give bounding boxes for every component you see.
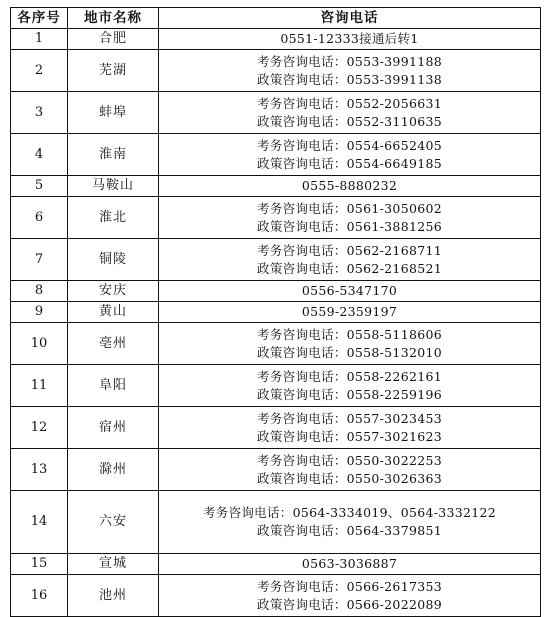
table-row bbox=[11, 176, 541, 197]
header-phone: 咨询电话 bbox=[159, 8, 541, 29]
table-body bbox=[11, 29, 541, 617]
header-city: 地市名称 bbox=[68, 8, 159, 29]
row-phone bbox=[159, 92, 541, 134]
row-phone bbox=[159, 491, 541, 554]
row-phone bbox=[159, 134, 541, 176]
phone-line: 0555-8880232 bbox=[301, 178, 398, 193]
phone-line: 政策咨询电话：0557-3021623 bbox=[257, 428, 442, 444]
row-seq: 4 bbox=[11, 134, 68, 176]
phone-line: 考务咨询电话：0558-2262161 bbox=[257, 368, 442, 384]
table-row bbox=[11, 554, 541, 575]
row-city: 阜阳 bbox=[68, 365, 159, 407]
row-seq: 16 bbox=[11, 575, 68, 617]
row-seq: 11 bbox=[11, 365, 68, 407]
phone-line: 考务咨询电话：0552-2056631 bbox=[257, 95, 442, 111]
row-city: 马鞍山 bbox=[68, 176, 159, 197]
phone-line: 政策咨询电话：0566-2022089 bbox=[257, 596, 442, 612]
row-phone bbox=[159, 407, 541, 449]
row-phone bbox=[159, 302, 541, 323]
phone-line: 政策咨询电话：0553-3991138 bbox=[257, 71, 442, 87]
row-city: 淮北 bbox=[68, 197, 159, 239]
row-seq: 13 bbox=[11, 449, 68, 491]
row-city: 滁州 bbox=[68, 449, 159, 491]
table-row bbox=[11, 323, 541, 365]
phone-line: 政策咨询电话：0561-3881256 bbox=[257, 218, 442, 234]
row-seq: 6 bbox=[11, 197, 68, 239]
row-city: 黄山 bbox=[68, 302, 159, 323]
row-phone bbox=[159, 365, 541, 407]
phone-line: 0551-12333接通后转1 bbox=[280, 31, 419, 46]
row-phone bbox=[159, 323, 541, 365]
contact-phone-table bbox=[10, 7, 541, 617]
phone-line: 政策咨询电话：0558-5132010 bbox=[257, 344, 442, 360]
header-seq: 各序号 bbox=[11, 8, 68, 29]
row-phone bbox=[159, 281, 541, 302]
table-row bbox=[11, 197, 541, 239]
row-phone bbox=[159, 575, 541, 617]
phone-line: 考务咨询电话：0554-6652405 bbox=[257, 137, 442, 153]
table-header-row bbox=[11, 8, 541, 29]
phone-line: 考务咨询电话：0564-3334019、0564-3332122 bbox=[202, 505, 496, 520]
row-city: 宣城 bbox=[68, 554, 159, 575]
row-seq: 10 bbox=[11, 323, 68, 365]
phone-line: 0556-5347170 bbox=[301, 283, 398, 298]
table-row bbox=[11, 134, 541, 176]
table-row bbox=[11, 407, 541, 449]
row-seq: 2 bbox=[11, 50, 68, 92]
phone-line: 0563-3036887 bbox=[301, 556, 398, 571]
row-seq: 1 bbox=[11, 29, 68, 50]
row-city: 铜陵 bbox=[68, 239, 159, 281]
row-city: 宿州 bbox=[68, 407, 159, 449]
phone-line: 政策咨询电话：0564-3379851 bbox=[257, 523, 442, 538]
row-city: 合肥 bbox=[68, 29, 159, 50]
row-city: 安庆 bbox=[68, 281, 159, 302]
row-phone bbox=[159, 449, 541, 491]
row-seq: 15 bbox=[11, 554, 68, 575]
phone-line: 政策咨询电话：0550-3026363 bbox=[257, 470, 442, 486]
row-phone bbox=[159, 50, 541, 92]
phone-line: 考务咨询电话：0561-3050602 bbox=[257, 200, 442, 216]
phone-line: 考务咨询电话：0562-2168711 bbox=[257, 242, 442, 258]
row-phone bbox=[159, 197, 541, 239]
table-row bbox=[11, 449, 541, 491]
table-row bbox=[11, 365, 541, 407]
phone-line: 政策咨询电话：0558-2259196 bbox=[257, 386, 442, 402]
phone-line: 考务咨询电话：0566-2617353 bbox=[257, 578, 442, 594]
phone-line: 政策咨询电话：0554-6649185 bbox=[257, 155, 442, 171]
table-row bbox=[11, 491, 541, 554]
phone-line: 考务咨询电话：0550-3022253 bbox=[257, 452, 442, 468]
phone-line: 政策咨询电话：0552-3110635 bbox=[257, 113, 442, 129]
row-phone bbox=[159, 239, 541, 281]
row-city: 池州 bbox=[68, 575, 159, 617]
table-row bbox=[11, 92, 541, 134]
row-phone bbox=[159, 554, 541, 575]
row-city: 六安 bbox=[68, 491, 159, 554]
row-seq: 8 bbox=[11, 281, 68, 302]
table-row bbox=[11, 50, 541, 92]
row-seq: 14 bbox=[11, 491, 68, 554]
table-row bbox=[11, 239, 541, 281]
phone-line: 考务咨询电话：0553-3991188 bbox=[257, 53, 442, 69]
table-row bbox=[11, 575, 541, 617]
phone-line: 0559-2359197 bbox=[301, 304, 398, 319]
row-seq: 5 bbox=[11, 176, 68, 197]
row-city: 淮南 bbox=[68, 134, 159, 176]
row-phone bbox=[159, 176, 541, 197]
row-phone bbox=[159, 29, 541, 50]
row-seq: 12 bbox=[11, 407, 68, 449]
row-seq: 7 bbox=[11, 239, 68, 281]
row-city: 亳州 bbox=[68, 323, 159, 365]
row-seq: 3 bbox=[11, 92, 68, 134]
table-row bbox=[11, 29, 541, 50]
phone-line: 考务咨询电话：0557-3023453 bbox=[257, 410, 442, 426]
table-row bbox=[11, 281, 541, 302]
row-city: 芜湖 bbox=[68, 50, 159, 92]
phone-line: 政策咨询电话：0562-2168521 bbox=[257, 260, 442, 276]
row-seq: 9 bbox=[11, 302, 68, 323]
table-row bbox=[11, 302, 541, 323]
phone-line: 考务咨询电话：0558-5118606 bbox=[257, 326, 442, 342]
row-city: 蚌埠 bbox=[68, 92, 159, 134]
